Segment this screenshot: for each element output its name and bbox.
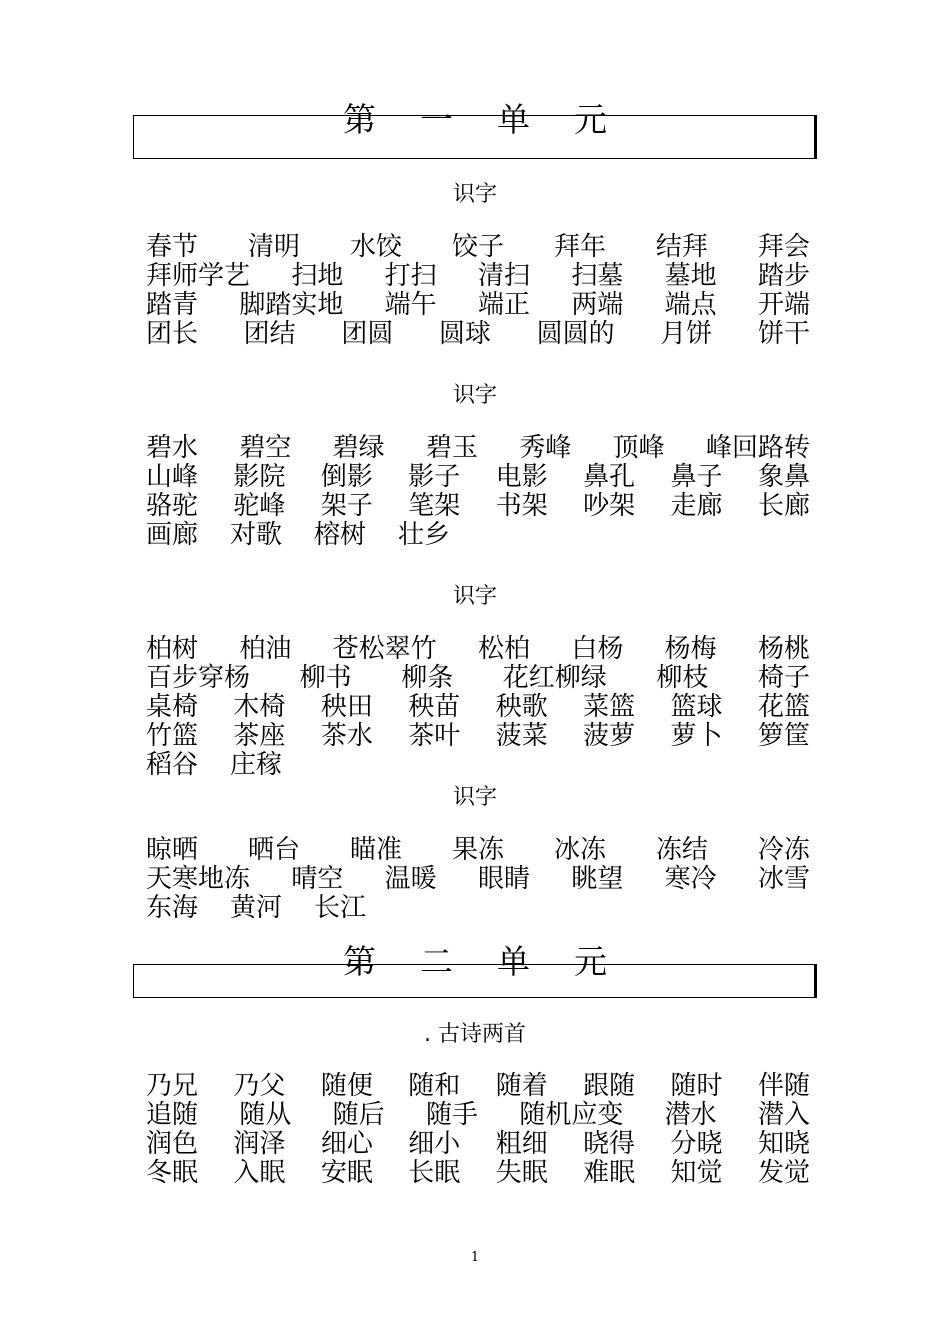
vocab-word: 饺子 — [451, 232, 504, 262]
vocab-word: 饼干 — [757, 319, 810, 349]
section-heading: 识字 — [452, 182, 497, 207]
vocab-word: 两端 — [571, 290, 624, 320]
vocab-word: 苍松翠竹 — [332, 634, 437, 664]
vocab-word: 木椅 — [233, 692, 286, 722]
vocab-word: 杨桃 — [757, 634, 810, 664]
vocab-word: 菜篮 — [583, 692, 636, 722]
vocab-word: 入眠 — [233, 1158, 286, 1188]
vocab-word: 冻结 — [655, 835, 708, 865]
vocab-word: 松柏 — [477, 634, 530, 664]
vocab-word: 天寒地冻 — [146, 864, 251, 894]
vocab-word: 花红柳绿 — [502, 663, 607, 693]
vocab-word: 山峰 — [146, 462, 199, 492]
vocab-word: 安眠 — [320, 1158, 373, 1188]
vocab-word: 茶叶 — [408, 721, 461, 751]
vocab-word: 随着 — [495, 1071, 548, 1101]
vocab-word: 月饼 — [660, 319, 713, 349]
vocab-word: 篮球 — [670, 692, 723, 722]
vocab-word: 端午 — [384, 290, 437, 320]
vocab-row — [146, 693, 810, 722]
vocab-row — [146, 836, 810, 865]
vocab-row — [146, 320, 810, 349]
vocab-row — [146, 751, 810, 780]
vocab-word: 庄稼 — [230, 750, 283, 780]
vocab-word: 长江 — [314, 893, 367, 923]
vocab-row — [146, 291, 810, 320]
section-heading: . 古诗两首 — [424, 1022, 526, 1047]
vocab-word: 电影 — [495, 462, 548, 492]
vocab-row — [146, 1072, 810, 1101]
vocab-word: 秀峰 — [519, 433, 572, 463]
vocab-word: 长廊 — [757, 491, 810, 521]
vocab-word: 秧田 — [320, 692, 373, 722]
vocab-word: 百步穿杨 — [146, 663, 251, 693]
vocab-word: 白杨 — [571, 634, 624, 664]
vocab-word: 影子 — [408, 462, 461, 492]
vocab-word: 墓地 — [664, 261, 717, 291]
vocab-word: 椅子 — [757, 663, 810, 693]
vocab-word: 桌椅 — [146, 692, 199, 722]
vocab-word: 跟随 — [583, 1071, 636, 1101]
vocab-block — [146, 1072, 810, 1188]
vocab-word: 冰雪 — [757, 864, 810, 894]
vocab-word: 菠萝 — [583, 721, 636, 751]
vocab-word: 长眠 — [408, 1158, 461, 1188]
vocab-word: 吵架 — [583, 491, 636, 521]
vocab-block — [146, 434, 810, 550]
vocab-word: 杨梅 — [664, 634, 717, 664]
vocab-row — [146, 1159, 810, 1188]
vocab-word: 细心 — [320, 1129, 373, 1159]
vocab-word: 碧水 — [146, 433, 199, 463]
vocab-word: 失眠 — [495, 1158, 548, 1188]
vocab-word: 润色 — [146, 1129, 199, 1159]
vocab-row — [146, 1101, 810, 1130]
vocab-word: 踏青 — [146, 290, 199, 320]
vocab-word: 眺望 — [571, 864, 624, 894]
unit-2-title: 第 二 单 元 — [343, 942, 607, 981]
vocab-word: 清明 — [247, 232, 300, 262]
vocab-word: 寒冷 — [664, 864, 717, 894]
vocab-row — [146, 434, 810, 463]
vocab-word: 萝卜 — [670, 721, 723, 751]
vocab-word: 碧玉 — [425, 433, 478, 463]
vocab-word: 粗细 — [495, 1129, 548, 1159]
vocab-word: 冬眠 — [146, 1158, 199, 1188]
vocab-row — [146, 664, 810, 693]
vocab-word: 瞄准 — [349, 835, 402, 865]
vocab-word: 团结 — [243, 319, 296, 349]
vocab-word: 拜师学艺 — [146, 261, 251, 291]
vocab-word: 对歌 — [230, 520, 283, 550]
vocab-word: 伴随 — [757, 1071, 810, 1101]
vocab-word: 晴空 — [291, 864, 344, 894]
vocab-word: 润泽 — [233, 1129, 286, 1159]
vocab-row — [146, 865, 810, 894]
vocab-word: 东海 — [146, 893, 199, 923]
vocab-word: 脚踏实地 — [239, 290, 344, 320]
vocab-word: 发觉 — [757, 1158, 810, 1188]
vocab-word: 结拜 — [655, 232, 708, 262]
vocab-word: 眼睛 — [477, 864, 530, 894]
vocab-block — [146, 233, 810, 349]
vocab-word: 随便 — [320, 1071, 373, 1101]
vocab-word: 随机应变 — [519, 1100, 624, 1130]
vocab-word: 扫地 — [291, 261, 344, 291]
vocab-word: 书架 — [495, 491, 548, 521]
vocab-row — [146, 463, 810, 492]
vocab-word: 清扫 — [477, 261, 530, 291]
vocab-word: 扫墓 — [571, 261, 624, 291]
vocab-word: 榕树 — [314, 520, 367, 550]
vocab-row — [146, 492, 810, 521]
vocab-word: 鼻子 — [670, 462, 723, 492]
vocab-word: 顶峰 — [612, 433, 665, 463]
vocab-word: 画廊 — [146, 520, 199, 550]
vocab-word: 潜入 — [757, 1100, 810, 1130]
vocab-word: 细小 — [408, 1129, 461, 1159]
section-heading: 识字 — [452, 584, 497, 609]
vocab-word: 潜水 — [664, 1100, 717, 1130]
vocab-word: 柳书 — [299, 663, 352, 693]
vocab-word: 果冻 — [451, 835, 504, 865]
vocab-row — [146, 233, 810, 262]
vocab-word: 冰冻 — [553, 835, 606, 865]
page-number: 1 — [470, 1250, 480, 1265]
vocab-word: 打扫 — [384, 261, 437, 291]
vocab-word: 柳条 — [401, 663, 454, 693]
vocab-word: 稻谷 — [146, 750, 199, 780]
vocab-word: 圆球 — [438, 319, 491, 349]
vocab-row — [146, 521, 810, 550]
vocab-word: 开端 — [757, 290, 810, 320]
vocab-word: 难眠 — [583, 1158, 636, 1188]
vocab-word: 随从 — [239, 1100, 292, 1130]
vocab-word: 壮乡 — [398, 520, 451, 550]
section-heading: 识字 — [452, 785, 497, 810]
vocab-word: 温暖 — [384, 864, 437, 894]
vocab-word: 碧绿 — [332, 433, 385, 463]
vocab-word: 柏树 — [146, 634, 199, 664]
vocab-word: 晓得 — [583, 1129, 636, 1159]
vocab-word: 驼峰 — [233, 491, 286, 521]
vocab-block — [146, 836, 810, 923]
vocab-word: 踏步 — [757, 261, 810, 291]
vocab-word: 拜会 — [757, 232, 810, 262]
vocab-word: 柳枝 — [656, 663, 709, 693]
vocab-row — [146, 262, 810, 291]
unit-1-title: 第 一 单 元 — [343, 100, 607, 139]
vocab-word: 团长 — [146, 319, 199, 349]
vocab-word: 影院 — [233, 462, 286, 492]
vocab-word: 竹篮 — [146, 721, 199, 751]
section-heading: 识字 — [452, 383, 497, 408]
vocab-word: 架子 — [320, 491, 373, 521]
vocab-word: 团圆 — [341, 319, 394, 349]
vocab-word: 随手 — [425, 1100, 478, 1130]
vocab-word: 随时 — [670, 1071, 723, 1101]
vocab-word: 分晓 — [670, 1129, 723, 1159]
vocab-word: 端正 — [477, 290, 530, 320]
vocab-word: 花篮 — [757, 692, 810, 722]
vocab-word: 箩筐 — [757, 721, 810, 751]
vocab-word: 菠菜 — [495, 721, 548, 751]
vocab-word: 知觉 — [670, 1158, 723, 1188]
vocab-word: 茶水 — [320, 721, 373, 751]
vocab-word: 水饺 — [349, 232, 402, 262]
vocab-word: 随和 — [408, 1071, 461, 1101]
vocab-word: 倒影 — [320, 462, 373, 492]
vocab-word: 秧歌 — [495, 692, 548, 722]
vocab-word: 晒台 — [247, 835, 300, 865]
vocab-row — [146, 894, 810, 923]
vocab-block — [146, 635, 810, 780]
vocab-word: 秧苗 — [408, 692, 461, 722]
vocab-word: 碧空 — [239, 433, 292, 463]
vocab-word: 象鼻 — [757, 462, 810, 492]
vocab-word: 冷冻 — [757, 835, 810, 865]
vocab-word: 追随 — [146, 1100, 199, 1130]
vocab-word: 骆驼 — [146, 491, 199, 521]
vocab-word: 春节 — [146, 232, 199, 262]
vocab-word: 柏油 — [239, 634, 292, 664]
vocab-word: 随后 — [332, 1100, 385, 1130]
vocab-word: 乃父 — [233, 1071, 286, 1101]
vocab-word: 拜年 — [553, 232, 606, 262]
vocab-word: 端点 — [664, 290, 717, 320]
vocab-word: 黄河 — [230, 893, 283, 923]
vocab-row — [146, 1130, 810, 1159]
vocab-word: 乃兄 — [146, 1071, 199, 1101]
vocab-word: 圆圆的 — [536, 319, 615, 349]
vocab-word: 走廊 — [670, 491, 723, 521]
vocab-word: 晾晒 — [146, 835, 199, 865]
vocab-word: 峰回路转 — [705, 433, 810, 463]
vocab-word: 茶座 — [233, 721, 286, 751]
vocab-word: 笔架 — [408, 491, 461, 521]
vocab-row — [146, 722, 810, 751]
vocab-word: 知晓 — [757, 1129, 810, 1159]
vocab-word: 鼻孔 — [583, 462, 636, 492]
vocab-row — [146, 635, 810, 664]
